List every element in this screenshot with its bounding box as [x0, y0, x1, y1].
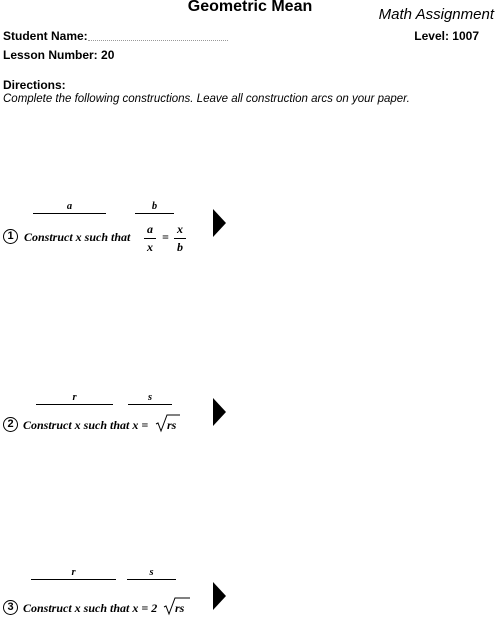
segment-r-label: r [72, 392, 77, 403]
segment-b-label: b [151, 201, 158, 212]
segment-s-label: s [149, 567, 154, 578]
segment-r-label: r [71, 567, 76, 578]
problem-2-text: Construct x such that x = [23, 418, 149, 432]
segment-s [128, 404, 172, 405]
student-name-label: Student Name: [3, 29, 88, 43]
lesson-number-label: Lesson Number: 20 [3, 48, 115, 62]
problem-1-text: Construct x such that [24, 230, 131, 244]
fraction-a-over-x [144, 222, 158, 255]
fraction-numerator: a [147, 222, 153, 236]
segment-a [33, 213, 106, 214]
radicand: rs [167, 418, 177, 432]
radicand: rs [175, 601, 185, 615]
segment-r [31, 579, 116, 580]
level-label: Level: 1007 [414, 29, 479, 43]
arrow-right-icon [213, 582, 226, 610]
directions-text: Complete the following constructions. Leave all construction arcs on your paper. [3, 93, 410, 105]
segment-s-label: s [147, 392, 153, 403]
arrow-right-icon [213, 398, 226, 426]
segment-r [36, 404, 113, 405]
problem-number-3: 3 [3, 600, 18, 615]
page-title: Geometric Mean [187, 0, 313, 15]
equals-sign: = [162, 230, 169, 244]
student-name-field[interactable] [88, 40, 228, 41]
arrow-right-icon [213, 209, 226, 237]
fraction-denominator: b [177, 240, 183, 254]
problem-number-2: 2 [3, 417, 18, 432]
fraction-x-over-b [174, 222, 188, 255]
fraction-numerator: x [177, 222, 183, 236]
directions-heading: Directions: [3, 78, 66, 92]
assignment-label: Math Assignment [378, 6, 494, 23]
segment-b [135, 213, 174, 214]
segment-a-label: a [66, 201, 73, 212]
fraction-denominator: x [147, 240, 153, 254]
problem-number-1: 1 [3, 229, 18, 244]
problem-3-text: Construct x such that x = 2 [23, 601, 158, 615]
segment-s [127, 579, 176, 580]
